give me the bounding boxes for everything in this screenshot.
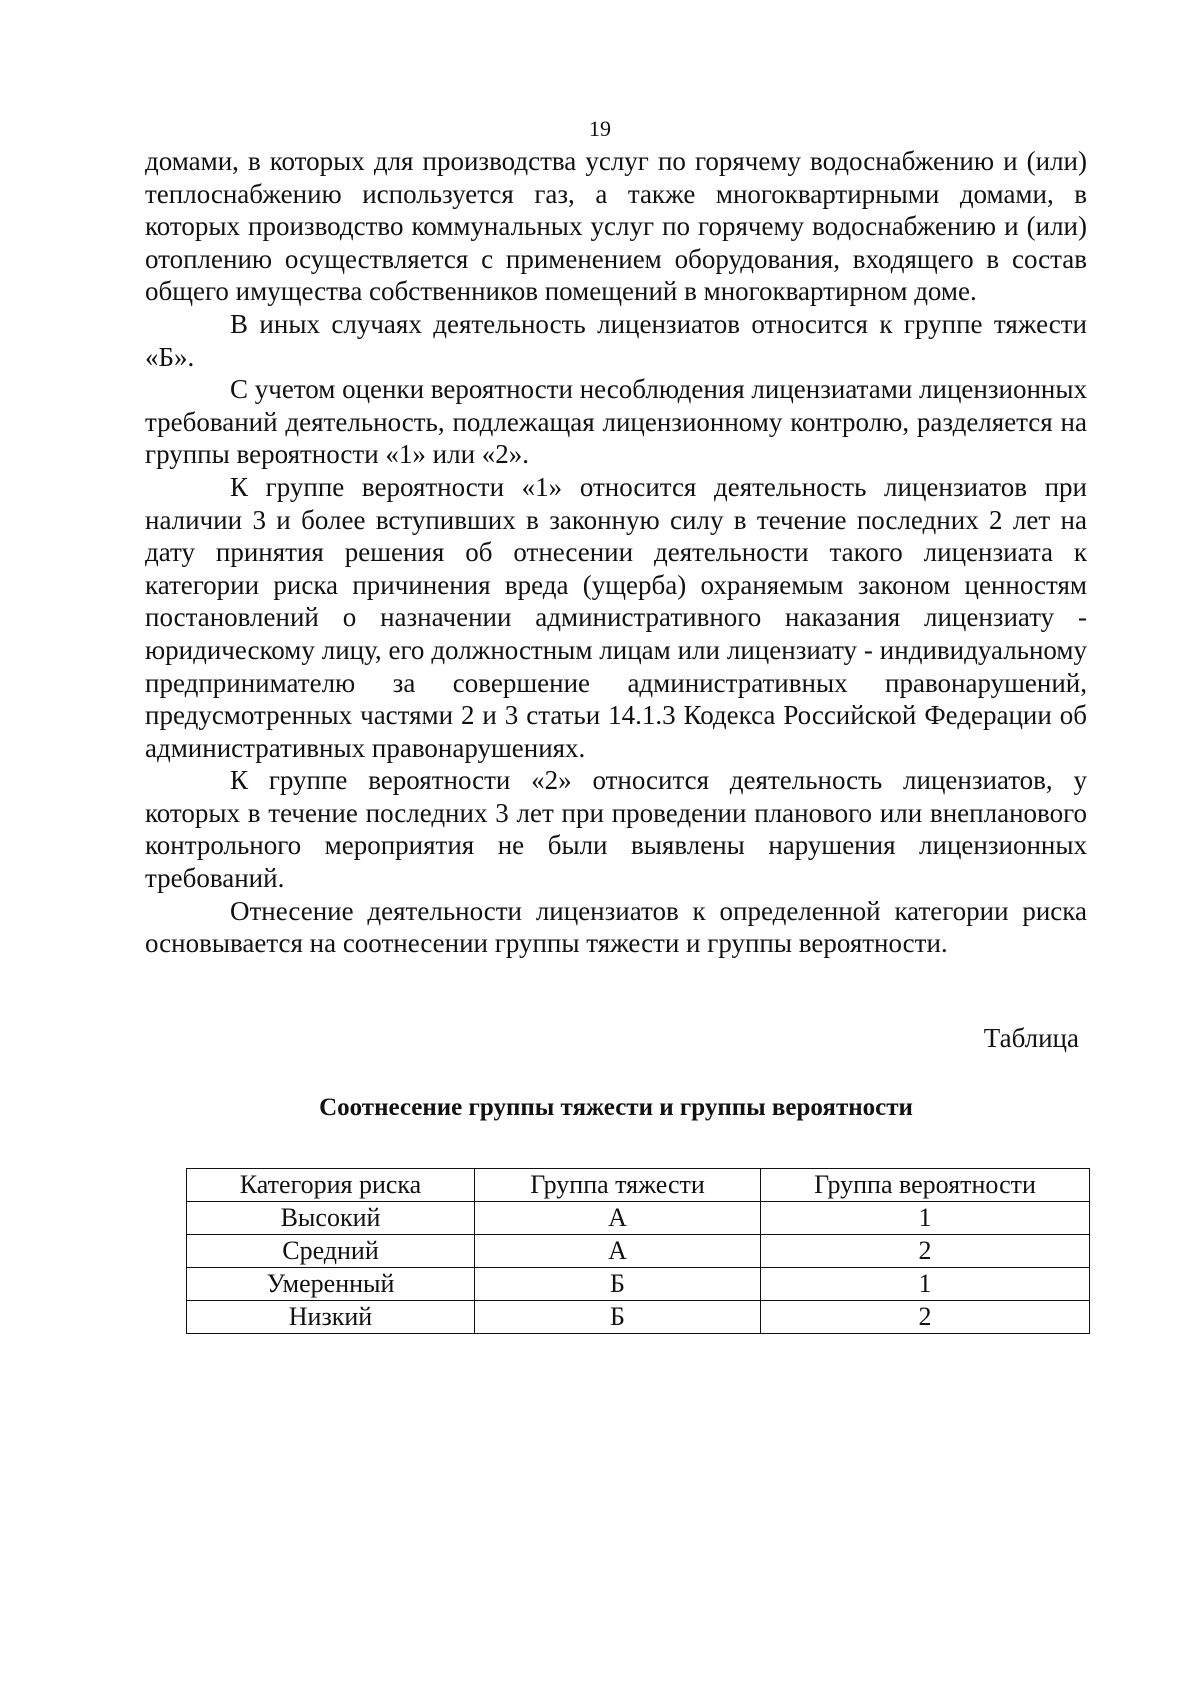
table-row (187, 1235, 1090, 1268)
document-body (145, 145, 1087, 960)
table-cell: Б (475, 1268, 761, 1301)
table-cell: Высокий (187, 1202, 475, 1235)
table-caption: Таблица (983, 1023, 1079, 1053)
table-cell: Средний (187, 1235, 475, 1268)
paragraph: К группе вероятности «2» относится деятельность лицензиатов, у которых в течение последних 3 лет при проведении планового или внепланового контрольного мероприятия не были выявлены нарушения лицензионных требований. (145, 765, 1087, 894)
table-header-cell: Группа тяжести (475, 1169, 761, 1202)
paragraph: С учетом оценки вероятности несоблюдения лицензиатами лицензионных требований деятельность, подлежащая лицензионному контролю, разделяется на группы вероятности «1» или «2». (145, 374, 1087, 470)
table-header-cell: Категория риска (187, 1169, 475, 1202)
table-cell: 1 (761, 1202, 1090, 1235)
table-cell: 2 (761, 1235, 1090, 1268)
table-cell: 1 (761, 1268, 1090, 1301)
table-cell: Умеренный (187, 1268, 475, 1301)
table-cell: А (475, 1202, 761, 1235)
table-header-cell: Группа вероятности (761, 1169, 1090, 1202)
paragraph: В иных случаях деятельность лицензиатов относится к группе тяжести «Б». (145, 308, 1087, 372)
table-row (187, 1202, 1090, 1235)
paragraph: Отнесение деятельности лицензиатов к определенной категории риска основывается на соотнесении группы тяжести и группы вероятности. (145, 895, 1087, 959)
table-title: Соотнесение группы тяжести и группы вероятности (319, 1094, 913, 1121)
page-number: 19 (589, 116, 611, 141)
paragraph-continuation: домами, в которых для производства услуг по горячему водоснабжению и (или) теплоснабжению используется газ, а также многоквартирными домами, в которых производство коммунальных услуг по горячему водоснабжению и (или) отоплению осуществляется с применением оборудования, входящего в состав общего имущества собственников помещений в многоквартирном доме. (145, 146, 1087, 307)
paragraph: К группе вероятности «1» относится деятельность лицензиатов при наличии 3 и более вступивших в законную силу в течение последних 2 лет на дату принятия решения об отнесении деятельности такого лицензиата к категории риска причинения вреда (ущерба) охраняемым законом ценностям постановлений о назначении административного наказания лицензиату - юридическому лицу, его должностным лицам или лицензиату - индивидуальному предпринимателю за совершение административных правонарушений, предусмотренных частями 2 и 3 статьи 14.1.3 Кодекса Российской Федерации об административных правонарушениях. (145, 471, 1087, 763)
table-row (187, 1301, 1090, 1334)
table-cell: 2 (761, 1301, 1090, 1334)
table-cell: Низкий (187, 1301, 475, 1334)
table-row (187, 1268, 1090, 1301)
table-cell: А (475, 1235, 761, 1268)
table-header-row (187, 1169, 1090, 1202)
risk-category-table (186, 1168, 1090, 1334)
table-cell: Б (475, 1301, 761, 1334)
